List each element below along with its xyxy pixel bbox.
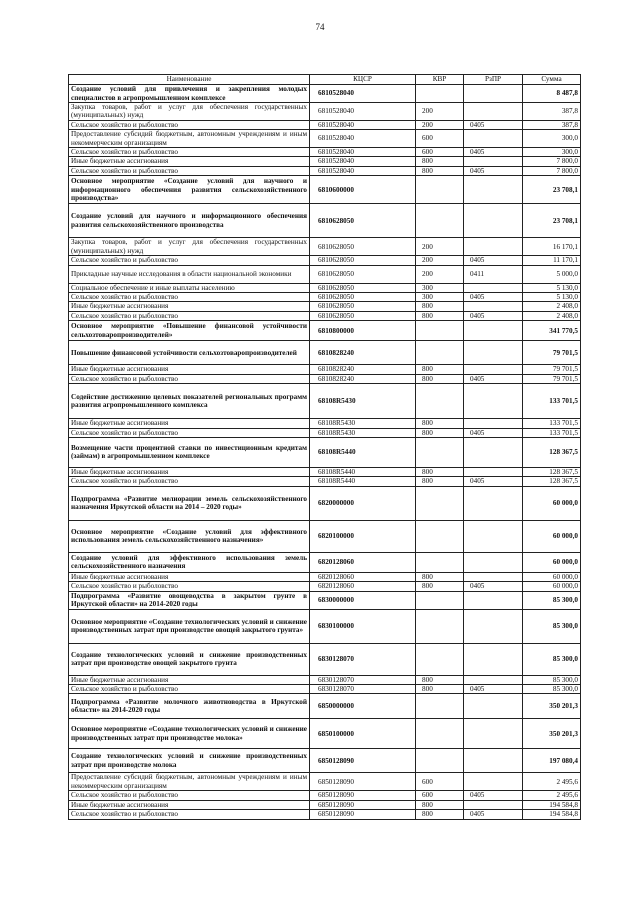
row-rz-cell	[464, 384, 523, 419]
row-name-cell: Основное мероприятие «Создание технологических условий и снижение производственных затрат при производстве овощей закрытого грунта»	[69, 609, 310, 643]
row-name-cell: Иные бюджетные ассигнования	[69, 419, 310, 428]
row-sum-cell: 23 708,1	[523, 204, 581, 238]
table-row	[69, 321, 581, 341]
table-row	[69, 311, 581, 320]
row-kvr-cell: 800	[416, 302, 464, 311]
row-name-cell: Иные бюджетные ассигнования	[69, 675, 310, 684]
row-sum-cell: 7 800,0	[523, 166, 581, 175]
table-row	[69, 265, 581, 283]
row-rz-cell: 0405	[464, 166, 523, 175]
row-sum-cell: 5 000,0	[523, 265, 581, 283]
table-row	[69, 582, 581, 591]
table-row	[69, 675, 581, 684]
row-name-cell: Сельское хозяйство и рыболовство	[69, 582, 310, 591]
row-kvr-cell: 800	[416, 157, 464, 166]
row-name-cell: Иные бюджетные ассигнования	[69, 572, 310, 581]
row-kvr-cell: 300	[416, 283, 464, 292]
table-row	[69, 204, 581, 238]
row-code-cell: 6810628050	[310, 265, 416, 283]
row-rz-cell	[464, 609, 523, 643]
row-code-cell: 6810828240	[310, 365, 416, 374]
row-code-cell: 6810600000	[310, 176, 416, 204]
row-name-cell: Сельское хозяйство и рыболовство	[69, 148, 310, 157]
row-rz-cell	[464, 800, 523, 809]
row-kvr-cell	[416, 204, 464, 238]
table-row	[69, 384, 581, 419]
row-kvr-cell: 800	[416, 684, 464, 693]
row-sum-cell: 133 701,5	[523, 384, 581, 419]
row-sum-cell: 85 300,0	[523, 684, 581, 693]
row-kvr-cell	[416, 384, 464, 419]
row-code-cell: 6830128070	[310, 643, 416, 675]
row-sum-cell: 16 170,1	[523, 238, 581, 256]
row-kvr-cell	[416, 591, 464, 609]
row-sum-cell: 2 408,0	[523, 311, 581, 320]
row-name-cell: Создание условий для привлечения и закрепления молодых специалистов в агропромышленном комплексе	[69, 85, 310, 103]
table-row	[69, 791, 581, 800]
row-sum-cell: 128 367,5	[523, 437, 581, 467]
row-sum-cell: 60 000,0	[523, 520, 581, 552]
row-code-cell: 6850128090	[310, 810, 416, 819]
row-rz-cell: 0405	[464, 120, 523, 129]
row-sum-cell: 133 701,5	[523, 419, 581, 428]
row-name-cell: Закупка товаров, работ и услуг для обеспечения государственных (муниципальных) нужд	[69, 103, 310, 121]
row-name-cell: Сельское хозяйство и рыболовство	[69, 428, 310, 437]
row-kvr-cell: 800	[416, 311, 464, 320]
table-row	[69, 609, 581, 643]
row-code-cell: 6810628050	[310, 311, 416, 320]
row-kvr-cell	[416, 520, 464, 552]
row-name-cell: Иные бюджетные ассигнования	[69, 157, 310, 166]
row-name-cell: Прикладные научные исследования в области национальной экономики	[69, 265, 310, 283]
row-rz-cell	[464, 749, 523, 773]
row-code-cell: 6830128070	[310, 675, 416, 684]
row-sum-cell: 194 584,8	[523, 800, 581, 809]
table-row	[69, 552, 581, 572]
row-code-cell: 6810528040	[310, 130, 416, 148]
table-row	[69, 591, 581, 609]
row-name-cell: Сельское хозяйство и рыболовство	[69, 477, 310, 486]
table-row	[69, 256, 581, 265]
row-code-cell: 6810528040	[310, 148, 416, 157]
table-row	[69, 467, 581, 476]
row-kvr-cell: 800	[416, 428, 464, 437]
header-code: КЦСР	[310, 75, 416, 85]
row-kvr-cell: 800	[416, 477, 464, 486]
row-kvr-cell: 600	[416, 791, 464, 800]
row-name-cell: Основное мероприятие «Создание условий для эффективного использования земель сельскохозяйственного назначения»	[69, 520, 310, 552]
row-sum-cell: 23 708,1	[523, 176, 581, 204]
table-row	[69, 486, 581, 520]
row-name-cell: Сельское хозяйство и рыболовство	[69, 791, 310, 800]
row-sum-cell: 2 495,6	[523, 791, 581, 800]
row-sum-cell: 79 701,5	[523, 374, 581, 383]
row-kvr-cell: 600	[416, 130, 464, 148]
row-rz-cell	[464, 365, 523, 374]
row-name-cell: Подпрограмма «Развитие овощеводства в закрытом грунте в Иркутской области» на 2014-2020 годы	[69, 591, 310, 609]
row-sum-cell: 60 000,0	[523, 572, 581, 581]
row-rz-cell	[464, 719, 523, 749]
table-row	[69, 694, 581, 719]
table-row	[69, 166, 581, 175]
row-kvr-cell	[416, 694, 464, 719]
budget-table	[68, 74, 581, 820]
row-sum-cell: 197 080,4	[523, 749, 581, 773]
row-sum-cell: 85 300,0	[523, 643, 581, 675]
row-kvr-cell: 200	[416, 103, 464, 121]
row-code-cell: 68108R5430	[310, 384, 416, 419]
row-rz-cell	[464, 552, 523, 572]
row-rz-cell: 0405	[464, 582, 523, 591]
row-name-cell: Социальное обеспечение и иные выплаты населению	[69, 283, 310, 292]
header-sum: Сумма	[523, 75, 581, 85]
row-code-cell: 6820128060	[310, 552, 416, 572]
row-rz-cell	[464, 302, 523, 311]
row-name-cell: Подпрограмма «Развитие мелиорации земель сельскохозяйственного назначения Иркутской области на 2014 – 2020 годы»	[69, 486, 310, 520]
table-row	[69, 130, 581, 148]
row-sum-cell: 85 300,0	[523, 609, 581, 643]
row-name-cell: Сельское хозяйство и рыболовство	[69, 374, 310, 383]
row-rz-cell	[464, 520, 523, 552]
header-name: Наименование	[69, 75, 310, 85]
row-name-cell: Иные бюджетные ассигнования	[69, 365, 310, 374]
row-kvr-cell: 800	[416, 675, 464, 684]
row-code-cell: 6810628050	[310, 283, 416, 292]
row-code-cell: 6850128090	[310, 749, 416, 773]
row-kvr-cell: 800	[416, 166, 464, 175]
row-sum-cell: 5 130,0	[523, 293, 581, 302]
row-code-cell: 68108R5430	[310, 419, 416, 428]
row-name-cell: Создание технологических условий и снижение производственных затрат при производстве овощей закрытого грунта	[69, 643, 310, 675]
row-name-cell: Создание условий для научного и информационного обеспечения развития сельскохозяйственного производства	[69, 204, 310, 238]
row-name-cell: Сельское хозяйство и рыболовство	[69, 256, 310, 265]
row-code-cell: 68108R5430	[310, 428, 416, 437]
row-sum-cell: 7 800,0	[523, 157, 581, 166]
row-code-cell: 6810528040	[310, 120, 416, 129]
row-rz-cell	[464, 283, 523, 292]
table-row	[69, 428, 581, 437]
table-row	[69, 810, 581, 819]
row-rz-cell: 0405	[464, 148, 523, 157]
row-code-cell: 6820128060	[310, 572, 416, 581]
row-code-cell: 6810828240	[310, 341, 416, 365]
table-row	[69, 374, 581, 383]
table-row	[69, 684, 581, 693]
row-sum-cell: 300,0	[523, 148, 581, 157]
row-rz-cell	[464, 591, 523, 609]
row-code-cell: 6810528040	[310, 166, 416, 175]
row-rz-cell	[464, 130, 523, 148]
table-row	[69, 643, 581, 675]
row-sum-cell: 128 367,5	[523, 477, 581, 486]
row-code-cell: 68108R5440	[310, 437, 416, 467]
row-name-cell: Основное мероприятие «Повышение финансовой устойчивости сельхозтоваропроизводителей»	[69, 321, 310, 341]
row-rz-cell: 0405	[464, 428, 523, 437]
row-code-cell: 6810628050	[310, 302, 416, 311]
row-rz-cell	[464, 321, 523, 341]
row-sum-cell: 60 000,0	[523, 582, 581, 591]
row-rz-cell: 0405	[464, 791, 523, 800]
row-kvr-cell: 800	[416, 572, 464, 581]
row-rz-cell	[464, 675, 523, 684]
row-kvr-cell	[416, 176, 464, 204]
table-row	[69, 176, 581, 204]
row-rz-cell: 0411	[464, 265, 523, 283]
row-name-cell: Возмещение части процентной ставки по инвестиционным кредитам (займам) в агропромышленном комплексе	[69, 437, 310, 467]
row-name-cell: Сельское хозяйство и рыболовство	[69, 166, 310, 175]
row-rz-cell	[464, 176, 523, 204]
row-name-cell: Сельское хозяйство и рыболовство	[69, 293, 310, 302]
row-name-cell: Предоставление субсидий бюджетным, автономным учреждениям и иным некоммерческим организациям	[69, 773, 310, 791]
row-name-cell: Иные бюджетные ассигнования	[69, 467, 310, 476]
row-name-cell: Иные бюджетные ассигнования	[69, 302, 310, 311]
row-rz-cell: 0405	[464, 256, 523, 265]
row-rz-cell	[464, 643, 523, 675]
row-rz-cell: 0405	[464, 684, 523, 693]
row-name-cell: Основное мероприятие «Создание технологических условий и снижение производственных затрат при производстве молока»	[69, 719, 310, 749]
row-kvr-cell: 600	[416, 148, 464, 157]
row-rz-cell	[464, 103, 523, 121]
row-rz-cell	[464, 341, 523, 365]
row-name-cell: Подпрограмма «Развитие молочного животноводства в Иркутской области» на 2014-2020 годы	[69, 694, 310, 719]
table-row	[69, 719, 581, 749]
row-rz-cell	[464, 572, 523, 581]
row-rz-cell	[464, 238, 523, 256]
row-kvr-cell: 800	[416, 365, 464, 374]
row-name-cell: Предоставление субсидий бюджетным, автономным учреждениям и иным некоммерческим организациям	[69, 130, 310, 148]
row-kvr-cell: 200	[416, 120, 464, 129]
row-kvr-cell	[416, 609, 464, 643]
row-rz-cell	[464, 204, 523, 238]
row-rz-cell	[464, 694, 523, 719]
row-rz-cell	[464, 85, 523, 103]
row-rz-cell	[464, 157, 523, 166]
row-kvr-cell	[416, 321, 464, 341]
table-row	[69, 293, 581, 302]
header-rz: РзПР	[464, 75, 523, 85]
row-rz-cell	[464, 467, 523, 476]
row-sum-cell: 85 300,0	[523, 675, 581, 684]
row-kvr-cell: 300	[416, 293, 464, 302]
row-kvr-cell: 200	[416, 256, 464, 265]
row-name-cell: Сельское хозяйство и рыболовство	[69, 684, 310, 693]
header-kvr: КВР	[416, 75, 464, 85]
row-kvr-cell	[416, 643, 464, 675]
row-code-cell: 6810528040	[310, 103, 416, 121]
row-sum-cell: 387,8	[523, 120, 581, 129]
row-code-cell: 6810528040	[310, 85, 416, 103]
row-code-cell: 6850128090	[310, 791, 416, 800]
row-sum-cell: 387,8	[523, 103, 581, 121]
row-code-cell: 6810800000	[310, 321, 416, 341]
row-rz-cell	[464, 437, 523, 467]
table-header-row	[69, 75, 581, 85]
row-code-cell: 6810628050	[310, 204, 416, 238]
row-kvr-cell	[416, 749, 464, 773]
row-sum-cell: 300,0	[523, 130, 581, 148]
row-kvr-cell	[416, 85, 464, 103]
table-row	[69, 800, 581, 809]
row-rz-cell: 0405	[464, 311, 523, 320]
row-name-cell: Создание условий для эффективного использования земель сельскохозяйственного назначения	[69, 552, 310, 572]
table-row	[69, 749, 581, 773]
row-kvr-cell: 800	[416, 810, 464, 819]
row-sum-cell: 5 130,0	[523, 283, 581, 292]
row-code-cell: 6830000000	[310, 591, 416, 609]
row-code-cell: 6830100000	[310, 609, 416, 643]
row-name-cell: Закупка товаров, работ и услуг для обеспечения государственных (муниципальных) нужд	[69, 238, 310, 256]
table-row	[69, 520, 581, 552]
row-code-cell: 6810628050	[310, 293, 416, 302]
table-row	[69, 302, 581, 311]
row-code-cell: 6850000000	[310, 694, 416, 719]
row-code-cell: 6820000000	[310, 486, 416, 520]
row-kvr-cell: 200	[416, 265, 464, 283]
table-row	[69, 365, 581, 374]
row-kvr-cell: 800	[416, 467, 464, 476]
row-name-cell: Содействие достижению целевых показателей региональных программ развития агропромышленного комплекса	[69, 384, 310, 419]
row-name-cell: Создание технологических условий и снижение производственных затрат при производстве молока	[69, 749, 310, 773]
row-code-cell: 6810628050	[310, 256, 416, 265]
table-row	[69, 85, 581, 103]
row-kvr-cell	[416, 341, 464, 365]
row-rz-cell: 0405	[464, 374, 523, 383]
row-sum-cell: 60 000,0	[523, 486, 581, 520]
row-kvr-cell: 600	[416, 773, 464, 791]
row-code-cell: 68108R5440	[310, 477, 416, 486]
row-code-cell: 6850128090	[310, 800, 416, 809]
row-code-cell: 6810828240	[310, 374, 416, 383]
row-name-cell: Сельское хозяйство и рыболовство	[69, 810, 310, 819]
table-row	[69, 773, 581, 791]
row-rz-cell: 0405	[464, 293, 523, 302]
row-code-cell: 6830128070	[310, 684, 416, 693]
table-row	[69, 148, 581, 157]
table-body	[69, 85, 581, 820]
row-sum-cell: 79 701,5	[523, 365, 581, 374]
row-kvr-cell	[416, 552, 464, 572]
row-kvr-cell	[416, 719, 464, 749]
table-row	[69, 437, 581, 467]
table-row	[69, 283, 581, 292]
table-row	[69, 157, 581, 166]
row-name-cell: Сельское хозяйство и рыболовство	[69, 120, 310, 129]
row-kvr-cell: 800	[416, 419, 464, 428]
row-name-cell: Основное мероприятие «Создание условий для научного и информационного обеспечения развития сельскохозяйственного производства»	[69, 176, 310, 204]
row-sum-cell: 11 170,1	[523, 256, 581, 265]
row-kvr-cell	[416, 437, 464, 467]
table-row	[69, 238, 581, 256]
table-row	[69, 477, 581, 486]
row-sum-cell: 60 000,0	[523, 552, 581, 572]
row-kvr-cell: 200	[416, 238, 464, 256]
row-code-cell: 68108R5440	[310, 467, 416, 476]
row-name-cell: Повышение финансовой устойчивости сельхозтоваропроизводителей	[69, 341, 310, 365]
table-row	[69, 419, 581, 428]
row-code-cell: 6850100000	[310, 719, 416, 749]
row-sum-cell: 350 201,3	[523, 719, 581, 749]
row-rz-cell	[464, 773, 523, 791]
row-code-cell: 6850128090	[310, 773, 416, 791]
row-rz-cell: 0405	[464, 810, 523, 819]
table-row	[69, 572, 581, 581]
row-kvr-cell: 800	[416, 582, 464, 591]
row-code-cell: 6810628050	[310, 238, 416, 256]
row-code-cell: 6820128060	[310, 582, 416, 591]
row-sum-cell: 128 367,5	[523, 467, 581, 476]
row-sum-cell: 2 408,0	[523, 302, 581, 311]
row-sum-cell: 133 701,5	[523, 428, 581, 437]
row-sum-cell: 2 495,6	[523, 773, 581, 791]
row-kvr-cell: 800	[416, 374, 464, 383]
row-sum-cell: 350 201,3	[523, 694, 581, 719]
table-row	[69, 120, 581, 129]
row-sum-cell: 79 701,5	[523, 341, 581, 365]
table-row	[69, 103, 581, 121]
page-number: 74	[315, 22, 325, 32]
table-row	[69, 341, 581, 365]
row-name-cell: Иные бюджетные ассигнования	[69, 800, 310, 809]
row-name-cell: Сельское хозяйство и рыболовство	[69, 311, 310, 320]
row-rz-cell	[464, 486, 523, 520]
row-kvr-cell: 800	[416, 800, 464, 809]
row-code-cell: 6810528040	[310, 157, 416, 166]
row-rz-cell	[464, 419, 523, 428]
row-sum-cell: 8 487,8	[523, 85, 581, 103]
row-sum-cell: 194 584,8	[523, 810, 581, 819]
row-sum-cell: 341 770,5	[523, 321, 581, 341]
row-code-cell: 6820100000	[310, 520, 416, 552]
row-sum-cell: 85 300,0	[523, 591, 581, 609]
row-kvr-cell	[416, 486, 464, 520]
row-rz-cell: 0405	[464, 477, 523, 486]
